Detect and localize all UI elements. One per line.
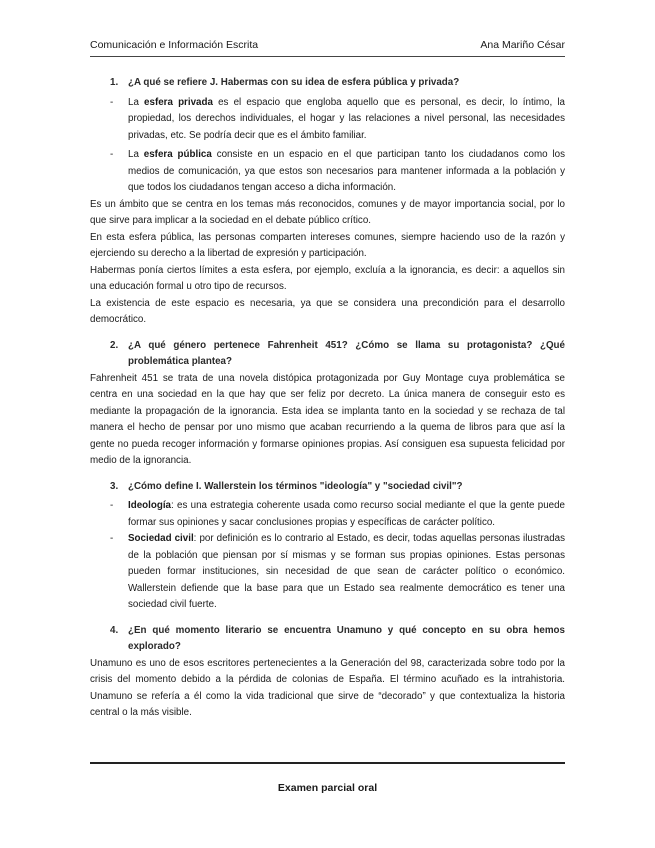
sociedad-civil-definition: : por definición es lo contrario al Estado, es decir, todas aquellas personas ilustradas de la población que piensan por sí mismas y se forman sus propias opiniones. Estas personas pueden formar instituciones, sin necesidad de que sean de carácter político o económico. Wallerstein defiende que la base para que un Estado sea realmente democrático es tener una sociedad civil fuerte. [128,533,565,610]
question-2-text: ¿A qué género pertenece Fahrenheit 451? ¿Cómo se llama su protagonista? ¿Qué problemática plantea? [128,339,565,367]
esfera-publica-paragraph-2: Es un ámbito que se centra en los temas más reconocidos, comunes y de mayor importancia social, por lo que sirve para implicar a la sociedad en el debate público crítico. [90,198,565,226]
esfera-publica-paragraph-4: Habermas ponía ciertos límites a esta esfera, por ejemplo, excluía a la ignorancia, es decir: a aquellos sin una educación formal u otro tipo de recursos. [90,264,565,292]
question-4-answer: Unamuno es uno de esos escritores pertenecientes a la Generación del 98, caracterizada sobre todo por la crisis del momento debido a la pérdida de colonias de España. El término acuñado es la intrahistoria. Unamuno se refería a él como la vida tradicional que sirve de “decorado” y que contextualiza la historia central o la más visible. [90,657,565,718]
footer-divider [90,762,565,764]
question-3-text: ¿Cómo define I. Wallerstein los términos "ideología" y "sociedad civil"? [128,480,463,492]
header-course-title: Comunicación e Información Escrita [90,39,259,51]
list-item-esfera-privada [90,95,565,145]
term-esfera-publica: esfera pública [143,149,212,160]
list-item-sociedad-civil [90,531,565,614]
item-prefix: La [128,149,144,160]
item-prefix: La [128,96,145,108]
bullet-dash: - [110,533,114,544]
page-header [90,38,565,52]
header-author: Ana Mariño César [480,39,565,51]
question-4-number: 4. [110,624,119,636]
bullet-dash: - [110,96,114,108]
list-item-esfera-publica [90,147,565,197]
question-1 [110,75,565,92]
question-4-text: ¿En qué momento literario se encuentra Unamuno y qué concepto en su obra hemos explorado? [128,624,565,652]
esfera-privada-definition: es el espacio que engloba aquello que es personal, es decir, lo íntimo, la propiedad, los derechos individuales, el hogar y las relaciones a nivel personal, las necesidades privadas, etc. Se podría decir que es el ámbito familiar. [128,96,565,141]
question-1-number: 1. [110,77,119,88]
term-sociedad-civil: Sociedad civil [128,533,194,544]
ideologia-definition: : es una estrategia coherente usada como recurso social mediante el que la gente puede formar sus opiniones y sacar conclusiones propias y específicas de carácter político. [128,500,565,528]
list-item-ideologia [90,498,565,531]
term-ideologia: Ideología [128,500,172,511]
question-1-text: ¿A qué se refiere J. Habermas con su idea de esfera pública y privada? [128,77,460,88]
question-2-number: 2. [110,339,119,351]
esfera-publica-paragraph-5: La existencia de este espacio es necesaria, ya que se considera una precondición para el desarrollo democrático. [90,297,565,325]
bullet-dash: - [110,500,114,511]
question-4 [110,623,565,656]
term-esfera-privada: esfera privada [144,96,213,108]
document-body [90,75,565,722]
bullet-dash: - [110,149,114,160]
question-3-number: 3. [110,480,119,492]
esfera-publica-paragraph-3: En esta esfera pública, las personas comparten intereses comunes, siempre haciendo uso de la razón y ejerciendo su derecho a la libertad de expresión y participación. [90,231,565,259]
question-2-answer: Fahrenheit 451 se trata de una novela distópica protagonizada por Guy Montage cuya problemática se centra en una sociedad en la que hay que ser feliz por decreto. La única manera de conseguir esto es mediante la propagación de la ignorancia. Esta idea se implanta tanto en la sociedad y se rechaza de tal manera el hecho de pensar por uno mismo que acaban recurriendo a la quema de libros para que así la gente no pueda recoger información y formarse opiniones propias. Así consiguen esa supuesta felicidad por medio de la ignorancia. [90,372,565,466]
question-2 [110,338,565,371]
header-divider [90,56,565,57]
page-footer: Examen parcial oral [277,782,378,794]
esfera-publica-definition: consiste en un espacio en el que participan tanto los ciudadanos como los medios de comunicación, ya que estos son necesarios para mantener informada a la población y que todos los ciudadanos tengan acceso a dicha información. [128,149,565,193]
question-3 [110,479,565,496]
